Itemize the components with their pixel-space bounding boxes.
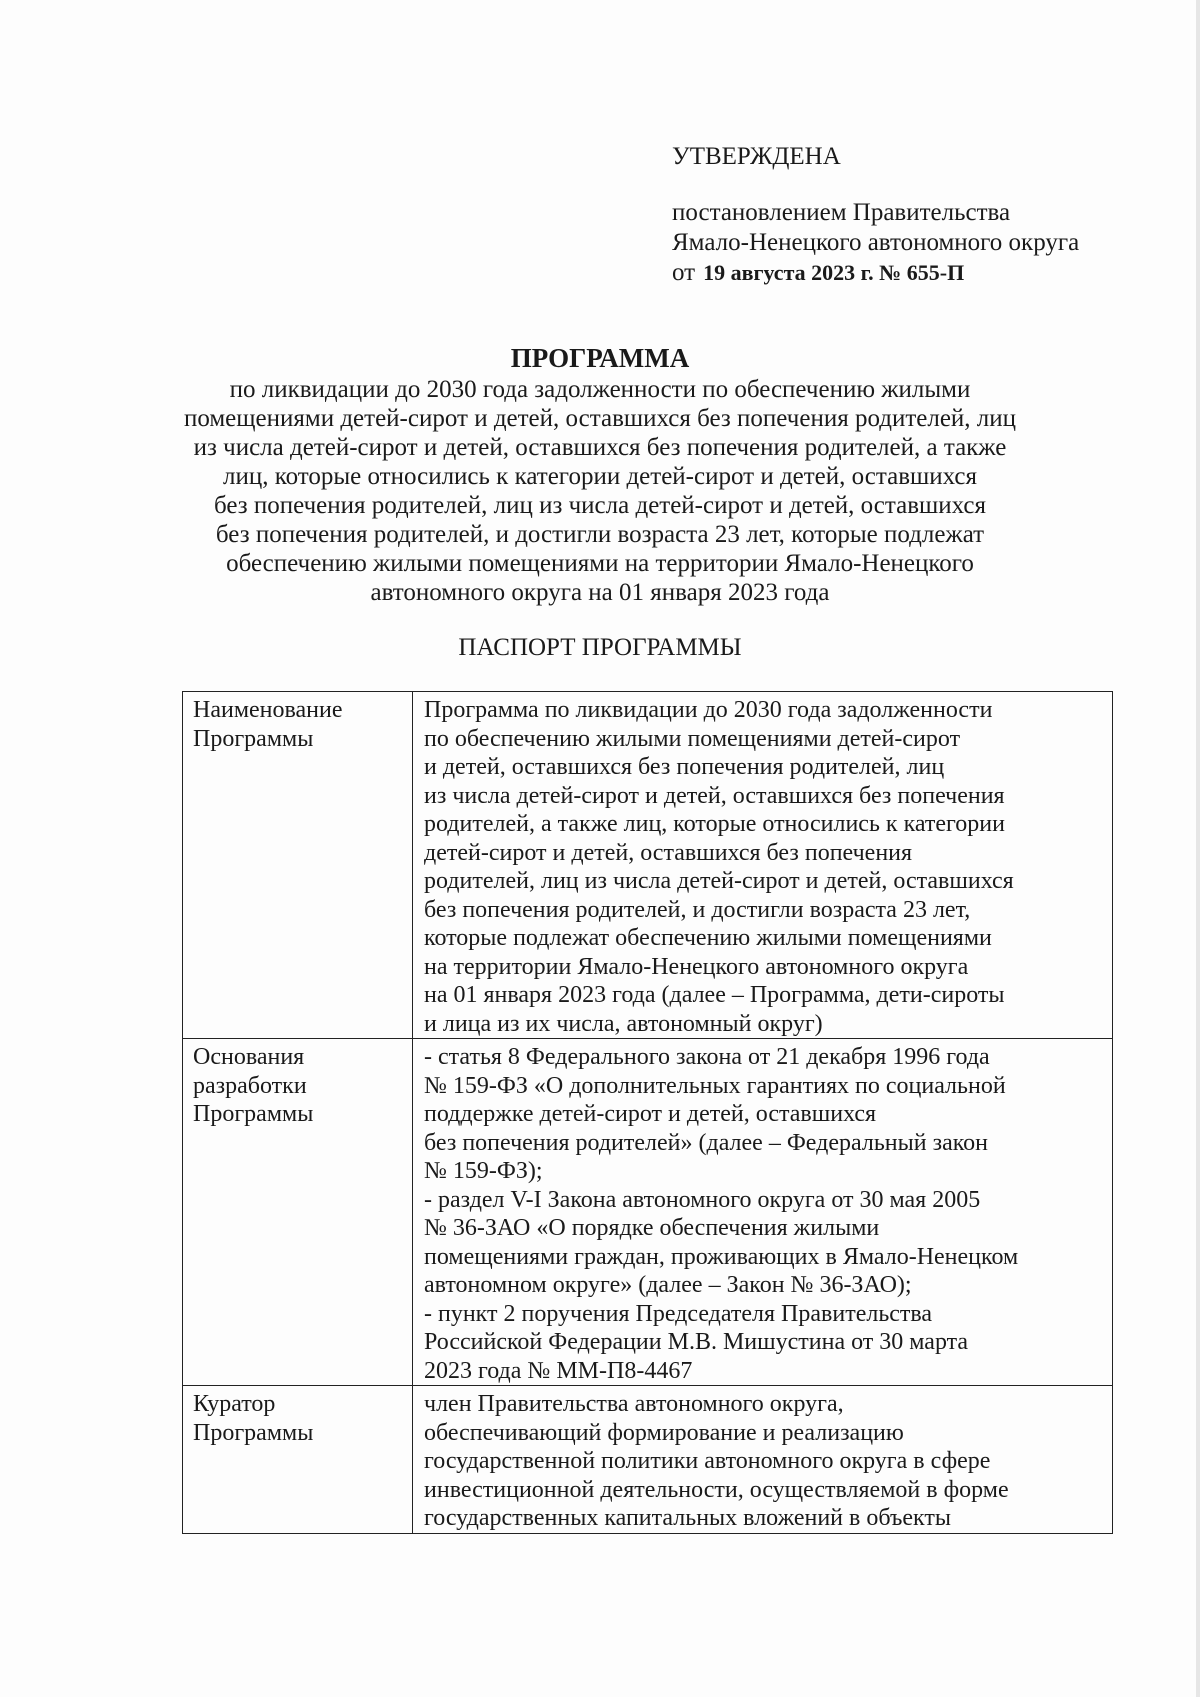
row-label-cell (183, 1386, 413, 1534)
row-value-line: - статья 8 Федерального закона от 21 декабря 1996 года (424, 1044, 990, 1070)
row-value-line: помещениями граждан, проживающих в Ямало-Ненецком (424, 1243, 1019, 1270)
program-title-block (180, 344, 1020, 607)
row-value-line: и детей, оставшихся без попечения родителей, лиц (424, 754, 945, 780)
row-value-cell (413, 1039, 1113, 1386)
approval-stamp: УТВЕРЖДЕНА (672, 143, 841, 170)
row-value-cell (413, 692, 1113, 1039)
program-subtitle-line: без попечения родителей, и достигли возраста 23 лет, которые подлежат (215, 521, 985, 548)
program-subtitle-line: без попечения родителей, лиц из числа детей-сирот и детей, оставшихся (213, 492, 987, 519)
row-value-line: № 159-ФЗ «О дополнительных гарантиях по социальной (424, 1072, 1006, 1099)
row-label-line: Программы (193, 725, 314, 752)
approval-line-2: Ямало-Ненецкого автономного округа (672, 229, 1080, 256)
row-value-line: детей-сирот и детей, оставшихся без попечения (424, 839, 913, 866)
row-value-line: автономном округе» (далее – Закон № 36-ЗАО); (424, 1272, 912, 1298)
program-subtitle-line: лиц, которые относились к категории детей-сирот и детей, оставшихся (222, 463, 978, 490)
row-value-cell (413, 1386, 1113, 1534)
row-value-line: государственной политики автономного округа в сфере (424, 1448, 991, 1474)
row-value-line: родителей, лиц из числа детей-сирот и детей, оставшихся (424, 868, 1014, 894)
row-value-line: на территории Ямало-Ненецкого автономного округа (424, 953, 969, 980)
table-row (183, 692, 1113, 1039)
program-subtitle-line: по ликвидации до 2030 года задолженности по обеспечению жилыми (229, 376, 971, 403)
row-value-line: № 36-ЗАО «О порядке обеспечения жилыми (424, 1215, 880, 1241)
row-label-line: Наименование (193, 697, 343, 723)
table-row (183, 1039, 1113, 1386)
row-value-line: родителей, а также лиц, которые относились к категории (424, 811, 1005, 837)
row-value-line: государственных капитальных вложений в объекты (424, 1505, 951, 1531)
table-row (183, 1386, 1113, 1534)
row-value-line: поддержке детей-сирот и детей, оставшихся (424, 1101, 877, 1127)
row-value-line: № 159-ФЗ); (424, 1158, 543, 1184)
row-label-line: Основания (193, 1044, 305, 1070)
row-label-line: Куратор (193, 1391, 276, 1417)
program-subtitle-line: обеспечению жилыми помещениями на территории Ямало-Ненецкого (226, 550, 974, 577)
approval-date: 19 августа 2023 г. № 655-П (703, 260, 965, 285)
row-value-line: член Правительства автономного округа, (424, 1391, 844, 1417)
passport-table (182, 691, 1113, 1534)
row-value-line: - раздел V-I Закона автономного округа от 30 мая 2005 (424, 1186, 981, 1213)
approval-line-1: постановлением Правительства (672, 199, 1011, 226)
row-value-line: без попечения родителей» (далее – Федеральный закон (424, 1129, 989, 1156)
approval-date-line (672, 258, 1079, 288)
row-value-line: по обеспечению жилыми помещениями детей-сирот (424, 725, 961, 752)
row-label-cell (183, 1039, 413, 1386)
row-value-line: без попечения родителей, и достигли возраста 23 лет, (424, 896, 971, 923)
passport-title: ПАСПОРТ ПРОГРАММЫ (458, 634, 742, 661)
row-value-line: из числа детей-сирот и детей, оставшихся без попечения (424, 782, 1005, 809)
row-value-line: - пункт 2 поручения Председателя Правительства (424, 1300, 933, 1327)
page-edge (1196, 0, 1200, 1697)
program-title: ПРОГРАММА (510, 343, 690, 373)
row-label-cell (183, 692, 413, 1039)
row-value-line: обеспечивающий формирование и реализацию (424, 1419, 904, 1446)
approval-date-prefix: от (672, 259, 696, 286)
approval-block (672, 142, 1079, 288)
row-label-line: разработки (193, 1072, 307, 1099)
program-subtitle-line: помещениями детей-сирот и детей, оставшихся без попечения родителей, лиц (183, 405, 1017, 432)
row-label-line: Программы (193, 1101, 314, 1127)
row-value-line: инвестиционной деятельности, осуществляемой в форме (424, 1476, 1009, 1503)
row-label-line: Программы (193, 1419, 314, 1446)
row-value-line: на 01 января 2023 года (далее – Программа, дети-сироты (424, 982, 1005, 1008)
row-value-line: Программа по ликвидации до 2030 года задолженности (424, 697, 993, 723)
row-value-line: и лица из их числа, автономный округ) (424, 1010, 823, 1037)
row-value-line: которые подлежат обеспечению жилыми помещениями (424, 925, 992, 951)
row-value-line: Российской Федерации М.В. Мишустина от 30 марта (424, 1329, 969, 1355)
program-subtitle-line: автономного округа на 01 января 2023 года (370, 579, 830, 606)
row-value-line: 2023 года № ММ-П8-4467 (424, 1357, 693, 1384)
program-subtitle-line: из числа детей-сирот и детей, оставшихся без попечения родителей, а также (193, 434, 1007, 461)
